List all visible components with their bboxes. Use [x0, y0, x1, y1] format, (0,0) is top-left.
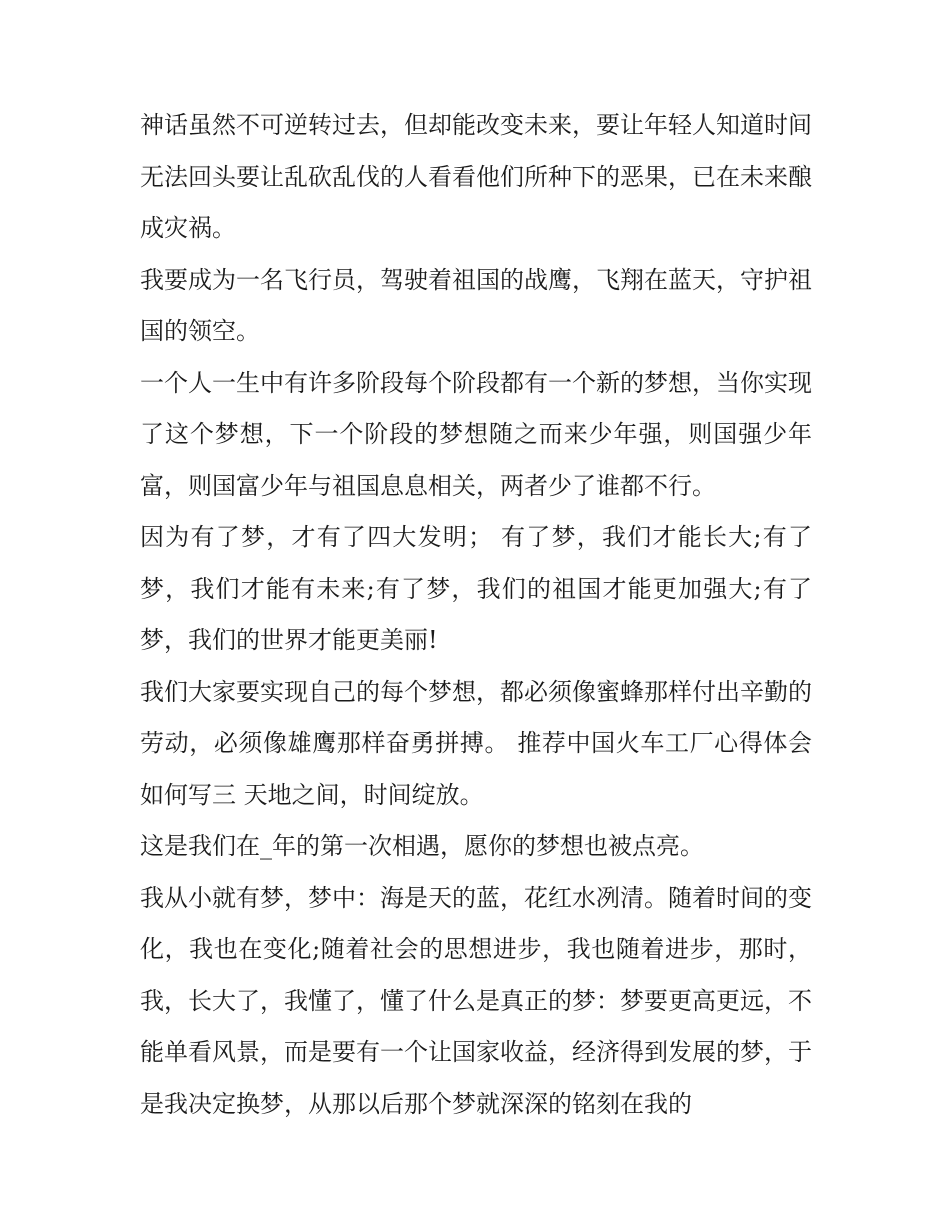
paragraph-1: 神话虽然不可逆转过去，但却能改变未来，要让年轻人知道时间无法回头要让乱砍乱伐的人看看他们所种下的恶果，已在未来酿成灾祸。 — [140, 111, 812, 242]
paragraph-5: 我们大家要实现自己的每个梦想，都必须像蜜蜂那样付出辛勤的劳动，必须像雄鹰那样奋勇拼搏。 推荐中国火车工厂心得体会如何写三 天地之间，时间绽放。 — [140, 677, 812, 809]
paragraph-3: 一个人一生中有许多阶段每个阶段都有一个新的梦想，当你实现了这个梦想，下一个阶段的梦想随之而来少年强，则国强少年富，则国富少年与祖国息息相关，两者少了谁都不行。 — [140, 368, 812, 500]
document-body — [140, 100, 812, 1130]
paragraph-2: 我要成为一名飞行员，驾驶着祖国的战鹰，飞翔在蓝天，守护祖国的领空。 — [140, 265, 812, 345]
paragraph-6: 这是我们在_年的第一次相遇，愿你的梦想也被点亮。 — [140, 832, 704, 860]
paragraph-4: 因为有了梦，才有了四大发明； 有了梦，我们才能长大;有了梦，我们才能有未来;有了梦，我们的祖国才能更加强大;有了梦，我们的世界才能更美丽! — [140, 523, 812, 654]
paragraph-7: 我从小就有梦，梦中：海是天的蓝，花红水冽清。随着时间的变化，我也在变化;随着社会的思想进步，我也随着进步，那时，我，长大了，我懂了，懂了什么是真正的梦：梦要更高更远，不能单看风景，而是要有一个让国家收益，经济得到发展的梦，于是我决定换梦，从那以后那个梦就深深的铭刻在我的 — [140, 883, 812, 1118]
